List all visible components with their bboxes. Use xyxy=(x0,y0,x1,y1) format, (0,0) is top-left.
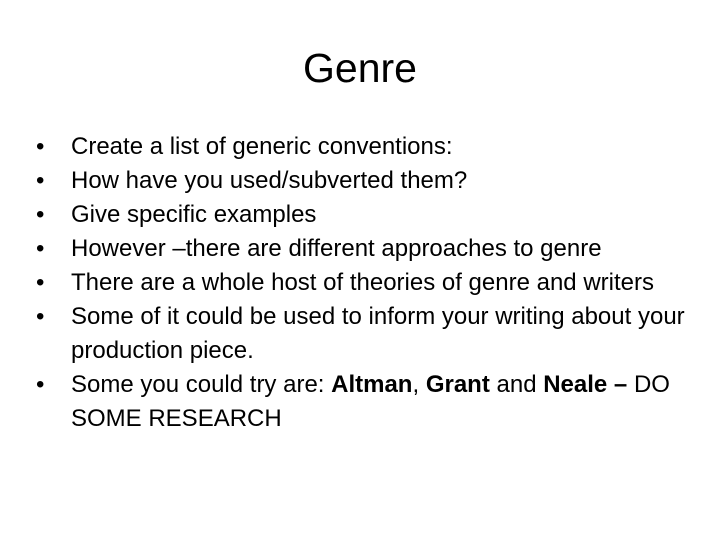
bullet-item xyxy=(36,198,696,232)
research-instruction: DO SOME RESEARCH xyxy=(71,371,670,432)
bullet-text: Give specific examples xyxy=(71,201,317,228)
theorist-name-neale: Neale – xyxy=(543,371,628,398)
bullet-item xyxy=(36,266,696,300)
bullet-dot-icon: • xyxy=(36,167,45,194)
slide-title: Genre xyxy=(303,45,417,91)
bullet-list xyxy=(36,130,696,436)
bullet-item xyxy=(36,130,696,164)
theorist-name-grant: Grant xyxy=(425,371,490,398)
bullet-item xyxy=(36,164,696,198)
bullet-text: However –there are different approaches to genre xyxy=(71,235,602,262)
bullet-dot-icon: • xyxy=(36,371,45,398)
bullet-text-prefix: Some you could try are: xyxy=(71,371,332,398)
bullet-text: Some of it could be used to inform your writing about your production piece. xyxy=(71,303,685,364)
separator-comma: , xyxy=(412,371,426,398)
bullet-dot-icon: • xyxy=(36,201,45,228)
bullet-text: There are a whole host of theories of genre and writers xyxy=(71,269,654,296)
bullet-dot-icon: • xyxy=(36,235,45,262)
bullet-dot-icon: • xyxy=(36,133,45,160)
bullet-dot-icon: • xyxy=(36,269,45,296)
bullet-text: Create a list of generic conventions: xyxy=(71,133,453,160)
bullet-dot-icon: • xyxy=(36,303,45,330)
bullet-item xyxy=(36,300,696,368)
bullet-item-research xyxy=(36,368,696,436)
bullet-item xyxy=(36,232,696,266)
separator-and: and xyxy=(489,371,544,398)
theorist-name-altman: Altman xyxy=(331,371,413,398)
bullet-text: How have you used/subverted them? xyxy=(71,167,468,194)
